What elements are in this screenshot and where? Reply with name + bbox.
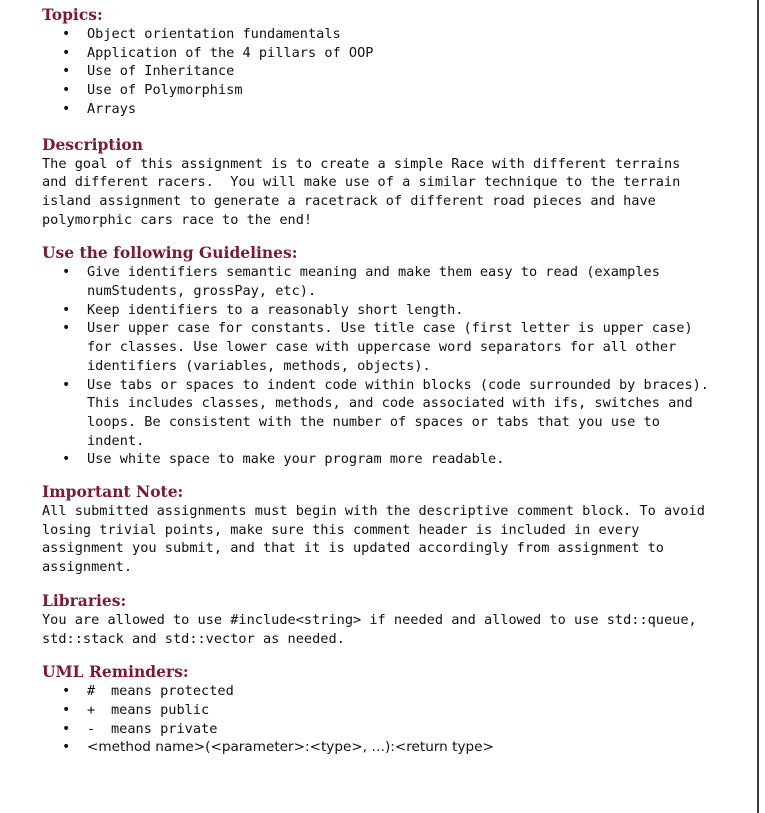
text-line: You are allowed to use #include<string> if needed and allowed to use std::queue, <box>42 611 697 628</box>
uml-method-format: <method name>(<parameter>:<type>, …):<return type> <box>87 739 494 756</box>
topics-section <box>42 5 742 119</box>
text-line: losing trivial points, make sure this comment header is included in every <box>42 521 640 538</box>
text-line: The goal of this assignment is to create a simple Race with different terrains <box>42 155 681 172</box>
uml-meaning: means private <box>111 720 218 737</box>
guidelines-list <box>42 263 742 469</box>
list-item: • Application of the 4 pillars of OOP <box>42 44 742 63</box>
guidelines-section <box>42 243 742 469</box>
uml-reminders-heading: UML Reminders: <box>42 662 189 682</box>
list-item: • Use of Inheritance <box>42 62 742 81</box>
uml-symbol: + <box>87 701 96 718</box>
list-item: • Use tabs or spaces to indent code within blocks (code surrounded by braces). This includes classes, methods, and code associated with ifs, switches and loops. Be consistent with the number of spaces or tabs that you use to indent. <box>42 376 742 451</box>
list-item <box>42 701 742 720</box>
page-border <box>757 0 759 813</box>
document-content <box>42 5 742 757</box>
text-line: All submitted assignments must begin with the descriptive comment block. To avoid <box>42 503 705 520</box>
list-item <box>42 738 742 757</box>
important-note-body <box>42 502 742 577</box>
uml-reminders-list <box>42 682 742 757</box>
text-line: polymorphic cars race to the end! <box>42 211 313 228</box>
description-heading: Description <box>42 134 144 154</box>
list-item: • Object orientation fundamentals <box>42 25 742 44</box>
uml-meaning: means public <box>111 701 210 718</box>
description-body <box>42 155 742 230</box>
uml-symbol: # <box>87 683 96 700</box>
text-line: std::stack and std::vector as needed. <box>42 630 345 647</box>
list-item: • Give identifiers semantic meaning and make them easy to read (examples numStudents, grossPay, etc). <box>42 263 742 300</box>
list-item <box>42 720 742 739</box>
important-note-section <box>42 482 742 577</box>
text-line: island assignment to generate a racetrack of different road pieces and have <box>42 192 656 209</box>
list-item: • Keep identifiers to a reasonably short length. <box>42 301 742 320</box>
list-item <box>42 682 742 701</box>
libraries-body <box>42 611 742 648</box>
text-line: assignment you submit, and that it is updated accordingly from assignment to <box>42 540 664 557</box>
list-item: • Arrays <box>42 100 742 119</box>
topics-heading: Topics: <box>42 5 103 24</box>
uml-meaning: means protected <box>111 683 234 700</box>
text-line: assignment. <box>42 559 133 576</box>
description-section <box>42 135 742 230</box>
libraries-heading: Libraries: <box>42 590 127 610</box>
topics-list <box>42 25 742 119</box>
libraries-section <box>42 591 742 648</box>
uml-reminders-section <box>42 662 742 757</box>
uml-symbol: - <box>87 720 96 737</box>
text-line: and different racers. You will make use of a similar technique to the terrain <box>42 174 681 191</box>
list-item: • User upper case for constants. Use title case (first letter is upper case) for classes. Use lower case with uppercase word separators for all other identifiers (variables, methods, objects). <box>42 319 742 375</box>
guidelines-heading: Use the following Guidelines: <box>42 243 298 263</box>
list-item: • Use of Polymorphism <box>42 81 742 100</box>
list-item: • Use white space to make your program more readable. <box>42 450 742 469</box>
important-note-heading: Important Note: <box>42 482 184 502</box>
